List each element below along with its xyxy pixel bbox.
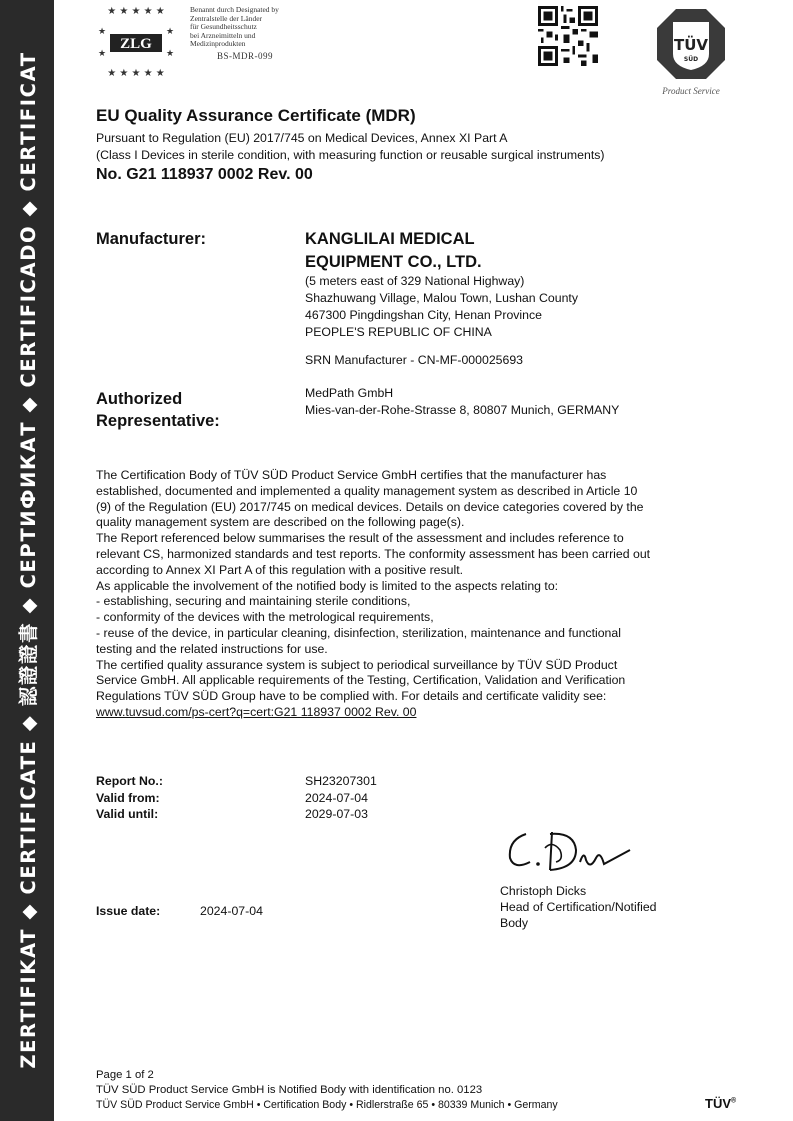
zlg-caption-line: Benannt durch Designated by: [190, 5, 279, 14]
zlg-caption-line: Zentralstelle der Länder: [190, 13, 263, 23]
svg-text:★ ★ ★ ★ ★: ★ ★ ★ ★ ★: [107, 68, 165, 79]
zlg-caption-line: für Gesundheitsschutz: [190, 22, 257, 31]
zlg-code: BS-MDR-099: [216, 50, 273, 61]
manufacturer-address: [305, 273, 578, 341]
signer-block: [500, 884, 657, 931]
svg-text:★ ★ ★ ★ ★: ★ ★ ★ ★ ★: [107, 6, 165, 17]
address-line: (5 meters east of 329 National Highway): [305, 274, 525, 288]
body-line: The Certification Body of TÜV SÜD Product Service GmbH certifies that the manufacturer has: [96, 468, 607, 482]
valid-from-value: 2024-07-04: [305, 790, 368, 805]
side-band-text: ZERTIFIKAT ◆ CERTIFICATE ◆ 認證證書 ◆ СЕРТИФИКАТ ◆ CERTIFICADO ◆ CERTIFICAT: [17, 51, 40, 1069]
footer-tuv-text: TÜV: [705, 1096, 731, 1111]
footer-address: TÜV SÜD Product Service GmbH • Certification Body • Ridlerstraße 65 • 80339 Munich • Germany: [96, 1099, 558, 1111]
certificate-title: EU Quality Assurance Certificate (MDR): [96, 106, 416, 125]
svg-text:★: ★: [97, 27, 107, 37]
side-band: [0, 0, 54, 1121]
zlg-logo: [92, 4, 180, 80]
signer-title-line-2: Body: [500, 915, 529, 930]
authorized-address: Mies-van-der-Rohe-Strasse 8, 80807 Munich, GERMANY: [305, 403, 620, 417]
body-line: Regulations TÜV SÜD Group have to be complied with. For details and certificate validity see:: [96, 689, 607, 704]
body-line: As applicable the involvement of the notified body is limited to the aspects relating to:: [96, 578, 559, 593]
address-line: Shazhuwang Village, Malou Town, Lushan County: [305, 291, 578, 305]
footer-notified-body: TÜV SÜD Product Service GmbH is Notified Body with identification no. 0123: [96, 1084, 483, 1096]
zlg-logo-letters: ZLG: [120, 36, 152, 52]
body-line: The Report referenced below summarises the result of the assessment and includes reference to: [96, 531, 624, 546]
valid-until-value: 2029-07-03: [305, 807, 368, 821]
issue-date-value: 2024-07-04: [200, 904, 263, 918]
body-line: quality management system are described on the following page(s).: [96, 515, 465, 530]
authorized-label-line-2: Representative:: [96, 412, 220, 430]
certificate-number: No. G21 118937 0002 Rev. 00: [96, 166, 313, 183]
certificate-subtitle-2: (Class I Devices in sterile condition, with measuring function or reusable surgical instruments): [96, 148, 605, 162]
report-details-values: [305, 773, 377, 823]
handwritten-signature: [500, 820, 640, 880]
valid-from-label: Valid from:: [96, 790, 160, 805]
signer-name: Christoph Dicks: [500, 884, 587, 898]
authorized-label-line-1: Authorized: [96, 390, 183, 408]
footer: [96, 1068, 558, 1113]
valid-until-label: Valid until:: [96, 807, 159, 821]
address-line: 467300 Pingdingshan City, Henan Province: [305, 308, 542, 322]
manufacturer-label: Manufacturer:: [96, 230, 207, 248]
footer-page-number: Page 1 of 2: [96, 1069, 154, 1081]
qr-code-icon: [538, 6, 598, 66]
body-line: testing and the related instructions for use.: [96, 641, 328, 656]
tuv-logo-subtext: SÜD: [683, 56, 699, 63]
zlg-caption: [190, 6, 300, 60]
zlg-caption-line: bei Arzneimitteln und: [190, 30, 256, 40]
body-line: relevant CS, harmonized standards and test reports. The conformity assessment has been carried out: [96, 546, 651, 561]
body-line: - reuse of the device, in particular cleaning, disinfection, sterilization, maintenance and functional: [96, 625, 621, 640]
tuv-logo: [656, 8, 726, 80]
manufacturer-name: [305, 228, 482, 274]
body-line: (9) of the Regulation (EU) 2017/745 on medical devices. Details on device categories covered by the: [96, 499, 644, 514]
body-line: - conformity of the devices with the metrological requirements,: [96, 610, 434, 625]
authorized-representative-label: [96, 388, 220, 432]
certificate-body: [96, 468, 696, 721]
authorized-representative-details: [305, 385, 619, 419]
report-no-label: Report No.:: [96, 774, 163, 788]
srn-manufacturer: SRN Manufacturer - CN-MF-000025693: [305, 353, 524, 367]
certificate-validity-link[interactable]: www.tuvsud.com/ps-cert?q=cert:G21 118937 0002 Rev. 00: [96, 704, 417, 719]
body-line: established, documented and implemented a quality management system as described in Article 10: [96, 483, 638, 498]
svg-text:★: ★: [165, 27, 175, 37]
report-details-labels: [96, 773, 163, 823]
body-line: The certified quality assurance system is subject to periodical surveillance by TÜV SÜD Product: [96, 657, 618, 672]
manufacturer-name-line-1: KANGLILAI MEDICAL: [305, 230, 475, 248]
body-line: - establishing, securing and maintaining sterile conditions,: [96, 594, 411, 609]
issue-date-label: Issue date:: [96, 904, 161, 918]
footer-tuv-brand: TÜV®: [705, 1096, 737, 1111]
body-line: Service GmbH. All applicable requirements of the Testing, Certification, Validation and Verification: [96, 673, 626, 688]
certificate-subtitle-1: Pursuant to Regulation (EU) 2017/745 on Medical Devices, Annex XI Part A: [96, 131, 508, 145]
address-line: PEOPLE'S REPUBLIC OF CHINA: [305, 325, 492, 339]
body-line: according to Annex XI Part A of this regulation with a positive result.: [96, 562, 464, 577]
svg-text:★: ★: [165, 49, 175, 59]
signer-title-line-1: Head of Certification/Notified: [500, 899, 657, 914]
tuv-logo-text: TÜV: [673, 36, 709, 54]
svg-text:★: ★: [97, 49, 107, 59]
manufacturer-name-line-2: EQUIPMENT CO., LTD.: [305, 253, 482, 271]
tuv-subtitle: Product Service: [662, 86, 720, 96]
report-no-value: SH23207301: [305, 774, 377, 788]
zlg-caption-line: Medizinprodukten: [190, 39, 246, 48]
authorized-name: MedPath GmbH: [305, 386, 394, 400]
